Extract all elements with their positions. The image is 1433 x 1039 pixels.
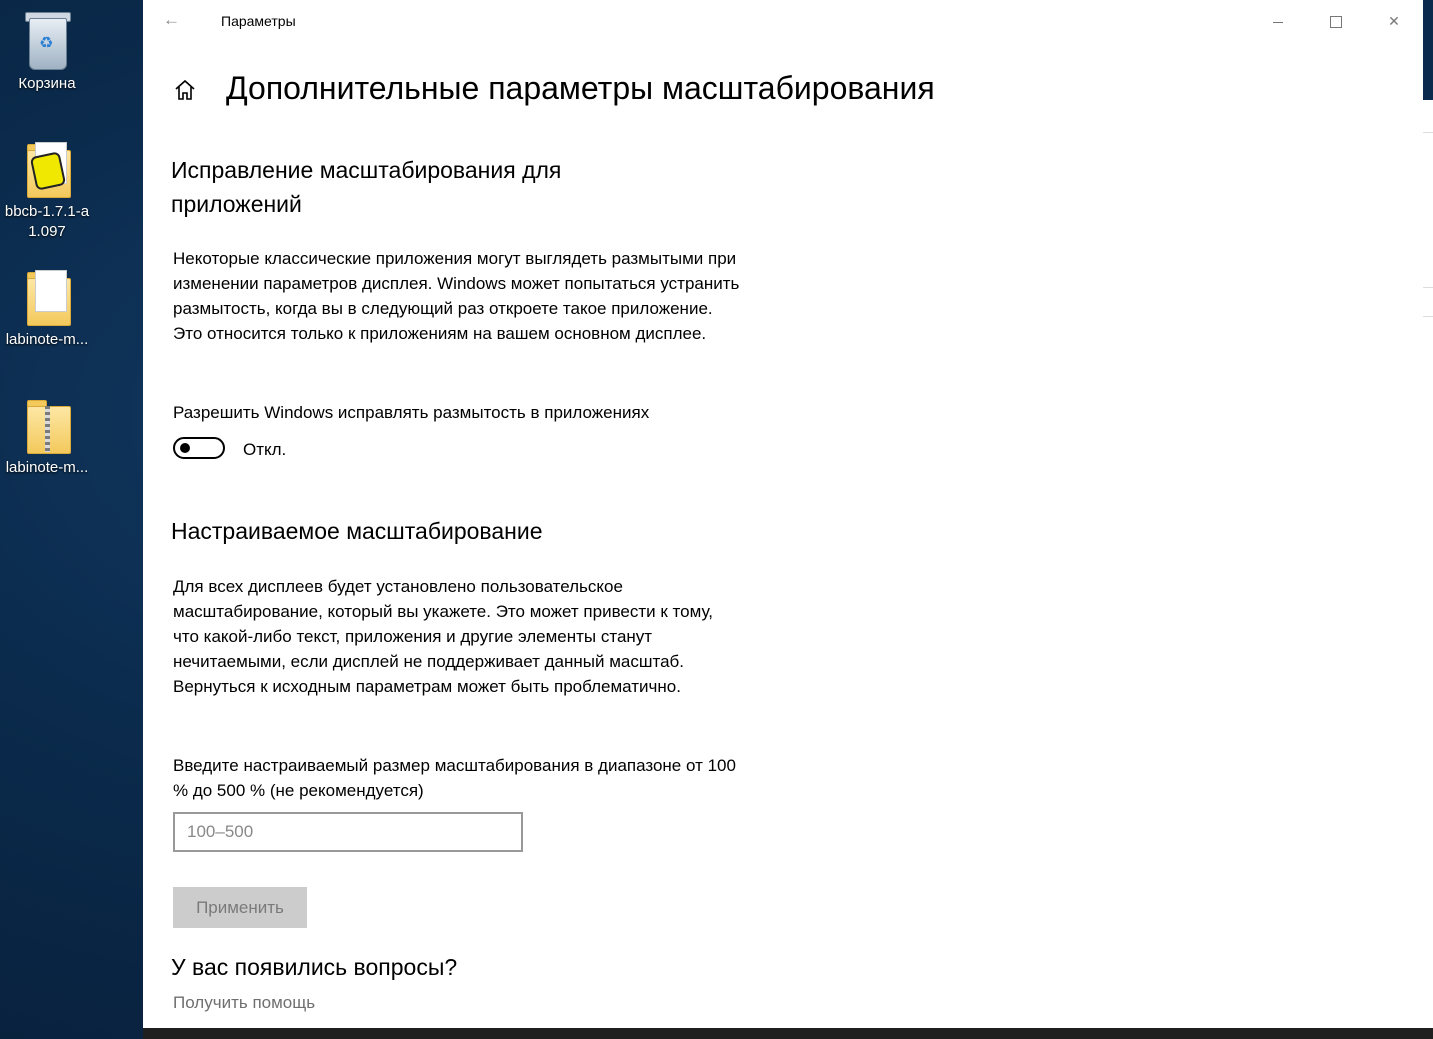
archive-file-icon	[19, 136, 75, 198]
desktop-icon-bbcb[interactable]	[0, 136, 94, 242]
toggle-state-label: Откл.	[243, 440, 287, 459]
help-section-title: У вас появились вопросы?	[171, 954, 458, 980]
desktop-icon-label: Корзина	[18, 75, 76, 92]
back-arrow-icon[interactable]: ←	[163, 10, 180, 29]
fix-blur-label: Разрешить Windows исправлять размытость в приложениях	[173, 403, 650, 422]
title-bar	[143, 0, 1423, 42]
desktop-icon-label: labinote-m...	[5, 331, 89, 348]
window-title: Параметры	[221, 13, 296, 29]
recycle-bin-icon: ♻	[19, 8, 75, 70]
settings-window	[143, 0, 1423, 1028]
minimize-button[interactable]	[1255, 8, 1301, 34]
maximize-icon	[1330, 16, 1342, 28]
desktop-icon-label: bbcb-1.7.1-a 1.097	[4, 203, 90, 240]
custom-scaling-description: Для всех дисплеев будет установлено пользовательское масштабирование, который вы укажете. Это может привести к тому, что какой-либо текст, приложения и другие элементы станут нечитаемыми, если дисплей не поддерживает данный масштаб. Вернуться к исходным параметрам может быть проблематично.	[173, 577, 713, 696]
folder-icon	[19, 264, 75, 326]
zip-folder-icon	[19, 392, 75, 454]
close-button[interactable]	[1371, 8, 1417, 34]
taskbar-edge	[143, 1028, 1433, 1039]
desktop-icon-recycle-bin[interactable]	[0, 8, 94, 94]
section-title-custom-scaling: Настраиваемое масштабирование	[171, 518, 543, 544]
desktop-icon-label: labinote-m...	[5, 459, 89, 476]
section-title-line: приложений	[171, 191, 302, 217]
section-title-app-scaling	[171, 153, 561, 221]
get-help-link[interactable]: Получить помощь	[173, 993, 316, 1012]
desktop-icon-labinote-folder[interactable]	[0, 264, 94, 350]
maximize-button[interactable]	[1313, 8, 1359, 34]
fix-blur-toggle[interactable]	[173, 437, 225, 459]
apply-button[interactable]: Применить	[173, 887, 307, 928]
app-scaling-description: Некоторые классические приложения могут выглядеть размытыми при изменении параметров дисплея. Windows может попытаться устранить размытость, когда вы в следующий раз откроете такое приложение. Это относится только к приложениям на вашем основном дисплее.	[173, 249, 740, 343]
page-title: Дополнительные параметры масштабирования	[226, 70, 935, 106]
desktop-icon-labinote-zip[interactable]	[0, 392, 94, 478]
custom-scaling-input-label: Введите настраиваемый размер масштабирования в диапазоне от 100 % до 500 % (не рекомендуется)	[173, 756, 736, 800]
minimize-icon	[1273, 22, 1283, 23]
home-icon[interactable]	[173, 78, 197, 107]
toggle-knob	[180, 443, 190, 453]
close-icon: ✕	[1388, 13, 1400, 29]
custom-scaling-input[interactable]	[173, 812, 523, 852]
section-title-line: Исправление масштабирования для	[171, 157, 562, 183]
background-window-edge	[1423, 0, 1433, 1039]
